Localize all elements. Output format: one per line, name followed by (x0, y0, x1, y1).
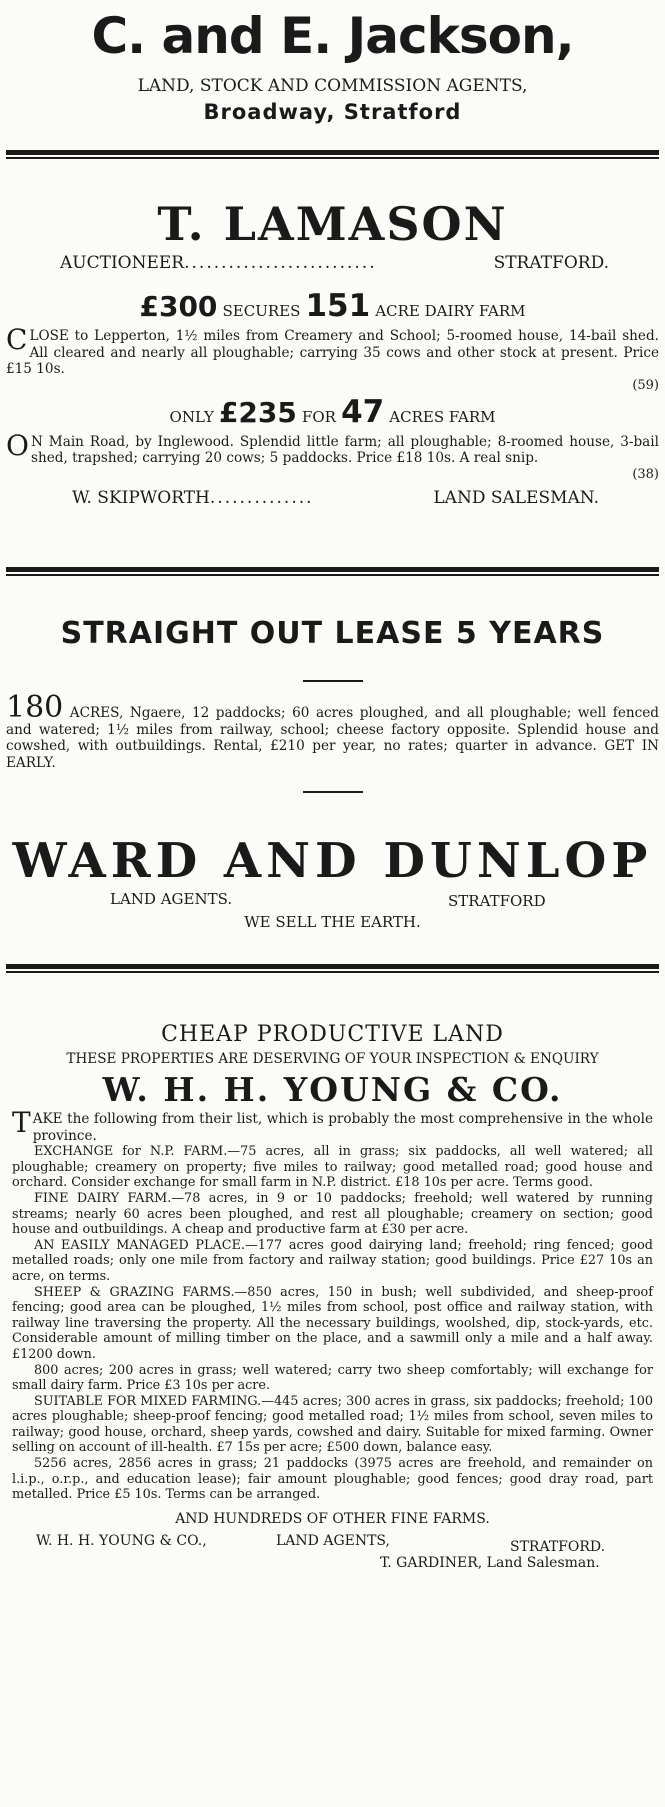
farm1-desc: ACRE DAIRY FARM (375, 302, 526, 320)
lease-acres: 180 (6, 690, 64, 725)
farm2-body: N Main Road, by Inglewood. Splendid little farm; all ploughable; 8-roomed house, 3-bail shed, trapshed; carrying 20 cows; 5 paddocks. Price £18 10s. A real snip. (30, 433, 659, 467)
jackson-line2: Broadway, Stratford (203, 100, 462, 124)
farm2-lot: (38) (632, 466, 659, 482)
jackson-line1: LAND, STOCK AND COMMISSION AGENTS, (137, 76, 528, 96)
farm1-lot: (59) (632, 377, 659, 393)
young-closing: AND HUNDREDS OF OTHER FINE FARMS. (175, 1510, 490, 1527)
young-footer (6, 1529, 659, 1553)
jackson-advert (6, 0, 659, 150)
lamason-name: T. LAMASON (157, 197, 508, 251)
farm1-secures: SECURES (222, 302, 301, 320)
young-subheading: THESE PROPERTIES ARE DESERVING OF YOUR INSPECTION & ENQUIRY (66, 1051, 599, 1067)
listing-6: SUITABLE FOR MIXED FARMING.—445 acres; 300 acres in grass, six paddocks; freehold; 100 acres ploughable; sheep-proof fencing; good metalled road; 1½ miles from school, seven miles to railway; good house, orchard, sheep yards, cowshed and dairy. Suitable for mixed farming. Owner selling on account of ill-health. £7 15s per acre; £500 down, balance easy. (12, 1393, 653, 1456)
listing-5: 800 acres; 200 acres in grass; well watered; carry two sheep comfortably; will exchange for small dairy farm. Price £3 10s per acre. (12, 1362, 653, 1394)
farm2-text (6, 428, 659, 467)
young-footer-name: W. H. H. YOUNG & CO., (36, 1532, 207, 1549)
listing-7: 5256 acres, 2856 acres in grass; 21 paddocks (3975 acres are freehold, and remainder on l.i.p., o.r.p., and education lease); fair amount ploughable; good fences; good dray road, part metalled. Price £5 10s. Terms can be arranged. (12, 1456, 653, 1503)
farm2-only: ONLY (169, 407, 214, 426)
young-footer-stratford: STRATFORD. (510, 1538, 606, 1555)
lamason-byline (6, 251, 659, 275)
young-footer-agents: LAND AGENTS, (276, 1532, 390, 1549)
ward-name: WARD AND DUNLOP (12, 833, 653, 889)
lease-rule (303, 680, 363, 682)
farm2-acres: 47 (341, 393, 385, 430)
jackson-name: C. and E. Jackson, (91, 7, 574, 65)
listing-1: EXCHANGE for N.P. FARM.—75 acres, all in grass; six paddocks, all well watered; all ploughable; creamery on property; five miles to railway; good metalled road; good house and orchard. Consider exchange for small farm in N.P. district. £18 10s per acre. Terms good. (12, 1144, 653, 1191)
farm1-body: LOSE to Lepperton, 1½ miles from Creamery and School; 5-roomed house, 14-bail shed. All cleared and nearly all ploughable; carrying 35 cows and other stock at present. Price £15 10s. (6, 328, 659, 378)
ward-advert (6, 816, 659, 964)
lease-title: STRAIGHT OUT LEASE 5 YEARS (60, 616, 605, 651)
farm2-headline (6, 395, 659, 434)
skipworth-role: LAND SALESMAN. (433, 487, 599, 508)
ward-stratford: STRATFORD (448, 892, 546, 910)
farm2-for: FOR (301, 407, 336, 426)
farm2-desc: ACRES FARM (389, 407, 496, 426)
lamason-dots: .......................... (184, 253, 377, 273)
farm2-dropcap: O (6, 428, 29, 462)
divider-2 (6, 567, 659, 576)
lease-text (6, 690, 659, 771)
divider-1 (6, 150, 659, 159)
skipworth-name: W. SKIPWORTH (72, 487, 210, 508)
listing-4: SHEEP & GRAZING FARMS.—850 acres, 150 in bush; well subdivided, and sheep-proof fencing; good area can be ploughed, 1½ miles from school, post office and railway station, with railway line traversing the property. All the necessary buildings, woolshed, dip, stock-yards, etc. Considerable amount of milling timber on the place, and a sawmill only a mile and a half away. £1200 down. (12, 1284, 653, 1362)
divider-3 (6, 964, 659, 973)
farm1-acres: 151 (305, 288, 371, 324)
young-advert (6, 973, 659, 1573)
young-listings (6, 1144, 659, 1503)
listing-3: AN EASILY MANAGED PLACE.—177 acres good dairying land; freehold; ring fenced; good metalled roads; only one mile from factory and railway station; good buildings. Price £27 10s an acre, on terms. (12, 1237, 653, 1284)
farm2-price: £235 (218, 395, 297, 429)
listing-2: FINE DAIRY FARM.—78 acres, in 9 or 10 paddocks; freehold; well watered by running streams; nearly 60 acres been ploughed, and rest all ploughable; creamery on section; good house and outbuildings. A cheap and productive farm at £30 per acre. (12, 1190, 653, 1238)
farm1-text (6, 323, 659, 378)
farm1-headline (6, 289, 659, 328)
ward-slogan: WE SELL THE EARTH. (244, 913, 421, 931)
lease-advert (6, 576, 659, 816)
lamason-footer (6, 482, 659, 510)
lamason-stratford: STRATFORD. (493, 253, 609, 273)
lamason-auctioneer: AUCTIONEER (60, 253, 185, 273)
lease-body: ACRES, Ngaere, 12 paddocks; 60 acres ploughed, and all ploughable; well fenced and watered; 1½ miles from railway, school; cheese factory opposite. Splendid house and cowshed, with outbuildings. Rental, £210 per year, no rates; quarter in advance. GET IN EARLY. (6, 705, 659, 771)
young-intro (6, 1106, 659, 1144)
young-salesman: T. GARDINER, Land Salesman. (380, 1554, 600, 1571)
skipworth-dots: .............. (209, 487, 314, 508)
farm1-dropcap: C (6, 323, 28, 356)
ward-agents: LAND AGENTS. (110, 890, 233, 908)
farm1-price: £300 (139, 290, 218, 323)
young-name: W. H. H. YOUNG & CO. (102, 1070, 563, 1109)
young-intro-dropcap: T (12, 1106, 31, 1139)
lamason-advert (6, 159, 659, 567)
young-heading: CHEAP PRODUCTIVE LAND (161, 1022, 504, 1047)
ward-byline (6, 890, 659, 912)
young-intro-body: AKE the following from their list, which is probably the most comprehensive in the whole province. (32, 1111, 653, 1144)
lease-rule-bottom (303, 791, 363, 793)
